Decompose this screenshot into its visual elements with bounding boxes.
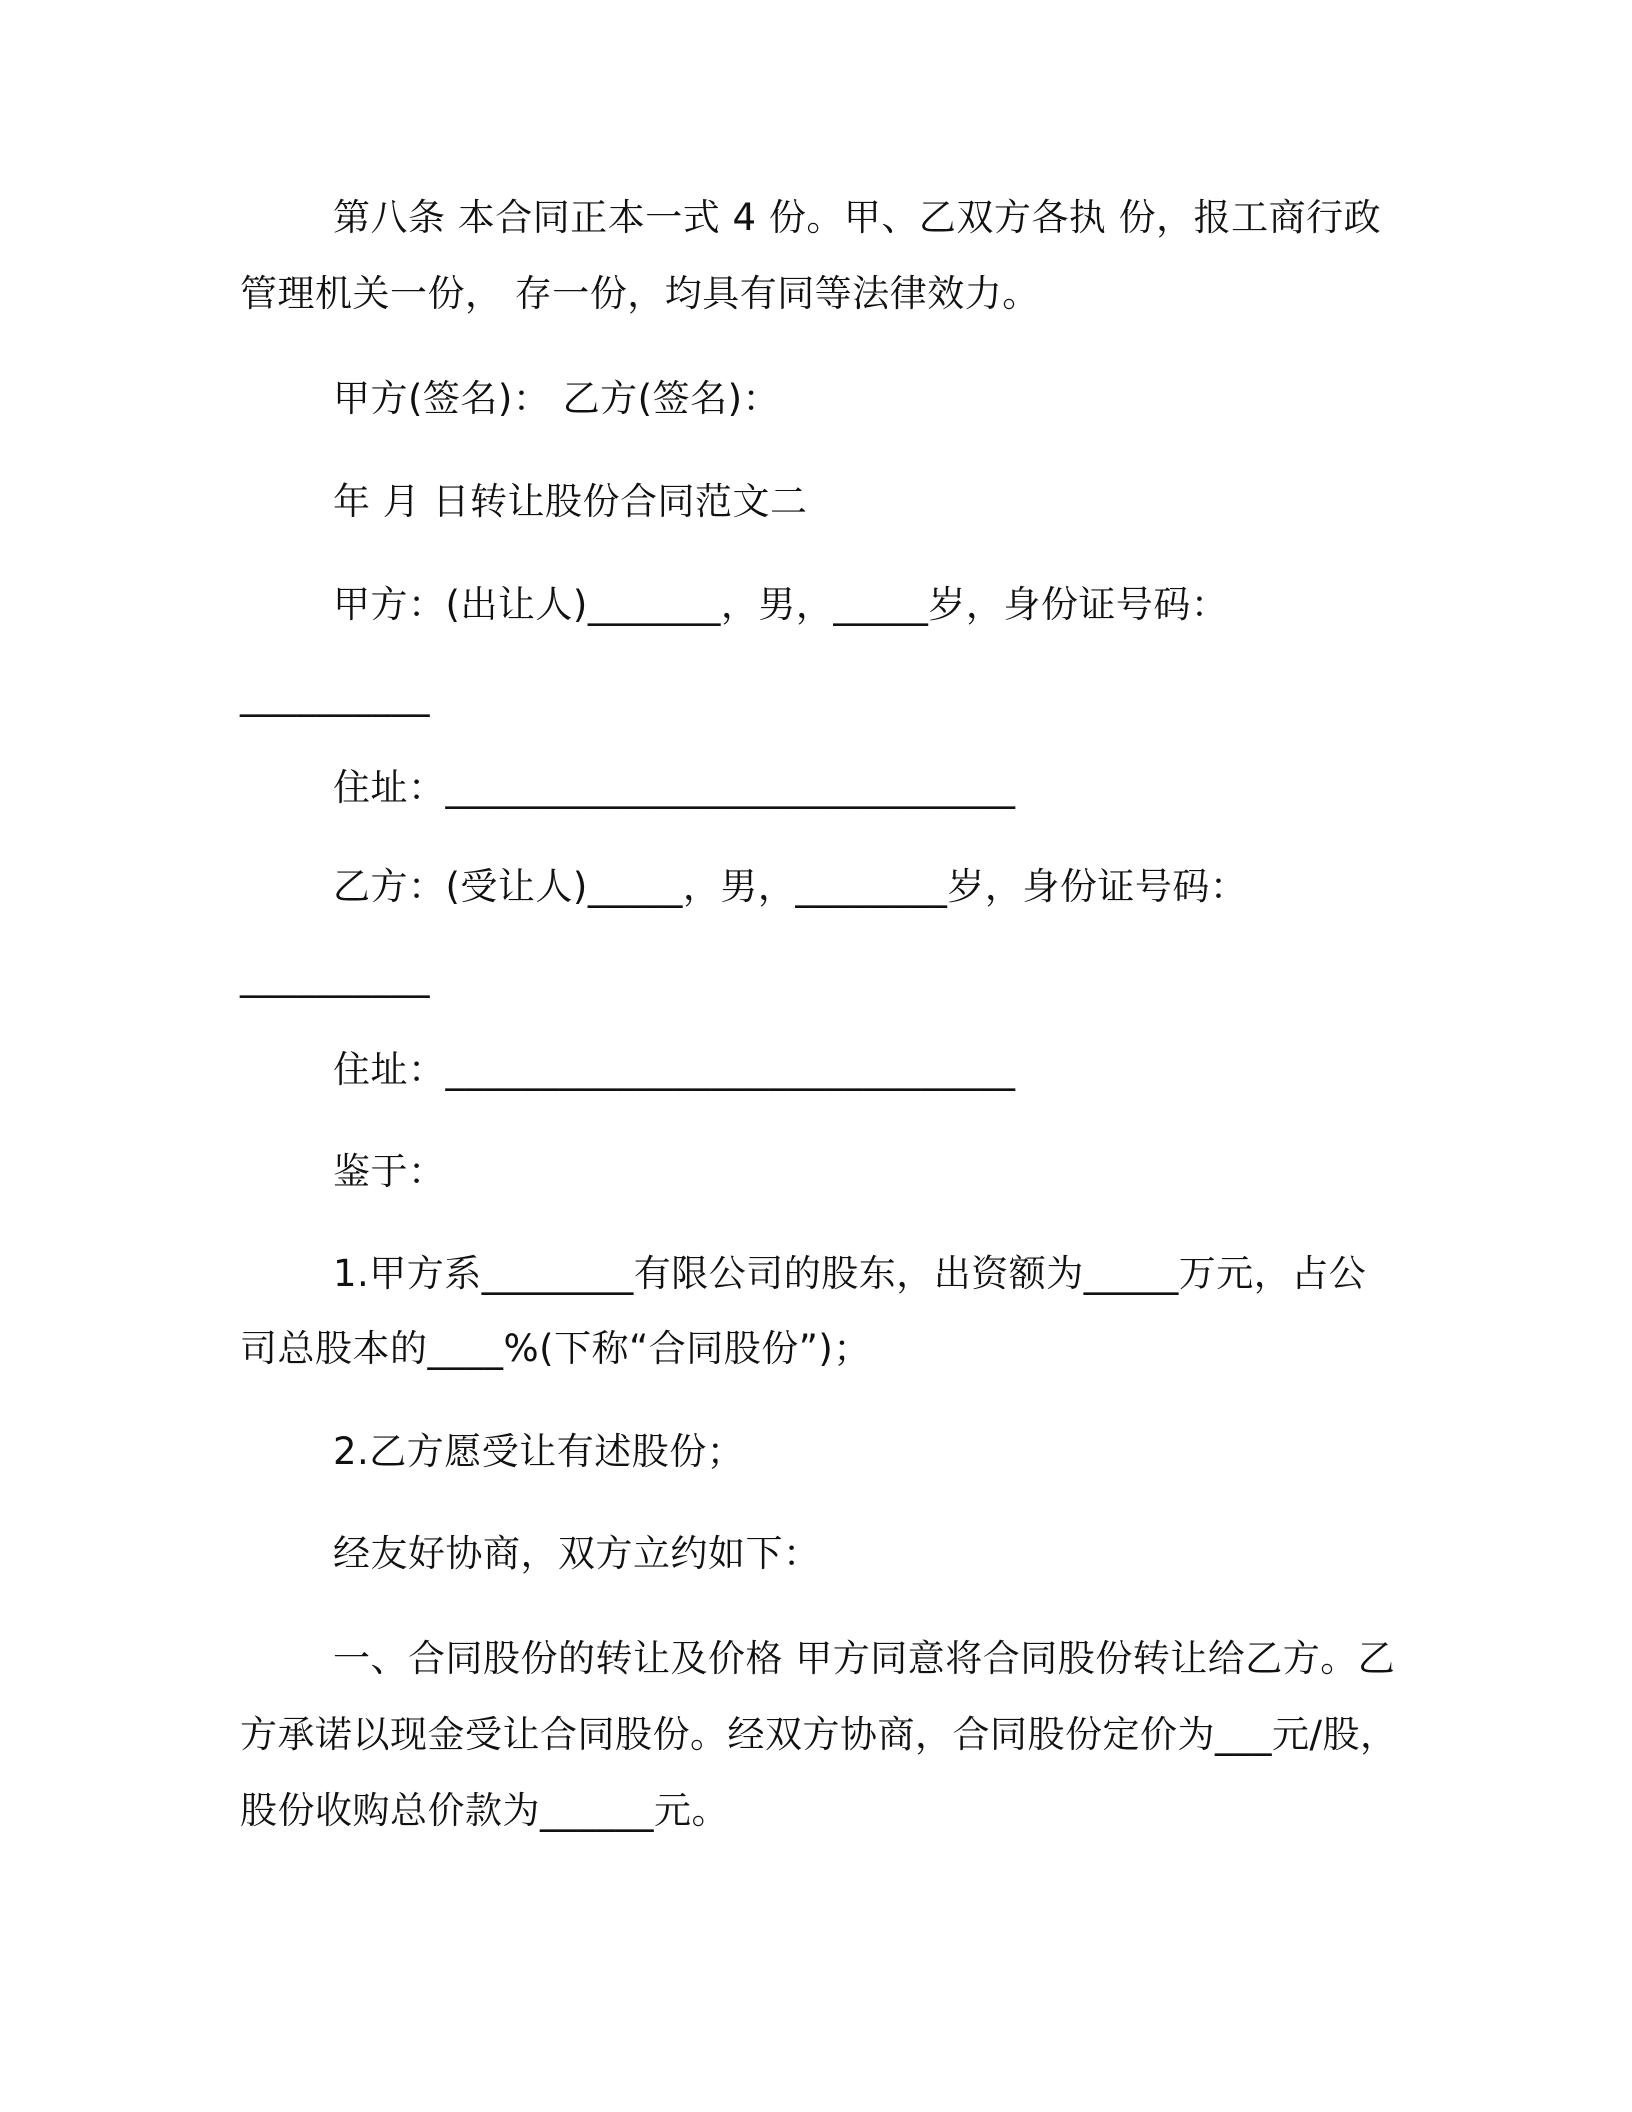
whereas-item-1-line-2: 司总股本的____%(下称“合同股份”)； [240, 1327, 871, 1370]
party-a-id-blank: __________ [240, 674, 430, 717]
article-8-line-1: 第八条 本合同正本一式 4 份。甲、乙双方各执 份，报工商行政 [333, 196, 1382, 239]
party-b-address: 住址：______________________________ [333, 1048, 1016, 1091]
whereas-heading: 鉴于： [333, 1150, 446, 1193]
party-a-info: 甲方：(出让人)_______，男，_____岁，身份证号码： [333, 583, 1229, 626]
party-b-info: 乙方：(受让人)_____，男，________岁，身份证号码： [333, 865, 1248, 908]
section-1-line-1: 一、合同股份的转让及价格 甲方同意将合同股份转让给乙方。乙 [333, 1637, 1396, 1680]
party-a-address: 住址：______________________________ [333, 766, 1016, 809]
date-and-title-line: 年 月 日转让股份合同范文二 [333, 480, 808, 523]
whereas-item-1-line-1: 1.甲方系________有限公司的股东，出资额为_____万元，占公 [333, 1252, 1367, 1295]
section-1-line-3: 股份收购总价款为______元。 [240, 1789, 729, 1832]
party-b-id-blank: __________ [240, 955, 430, 998]
whereas-item-2: 2.乙方愿受让有述股份； [333, 1430, 745, 1473]
signature-line: 甲方(签名)： 乙方(签名)： [333, 377, 781, 420]
agreement-intro: 经友好协商，双方立约如下： [333, 1532, 821, 1575]
section-1-line-2: 方承诺以现金受让合同股份。经双方协商，合同股份定价为___元/股， [240, 1713, 1398, 1756]
article-8-line-2: 管理机关一份， 存一份，均具有同等法律效力。 [240, 272, 1040, 315]
